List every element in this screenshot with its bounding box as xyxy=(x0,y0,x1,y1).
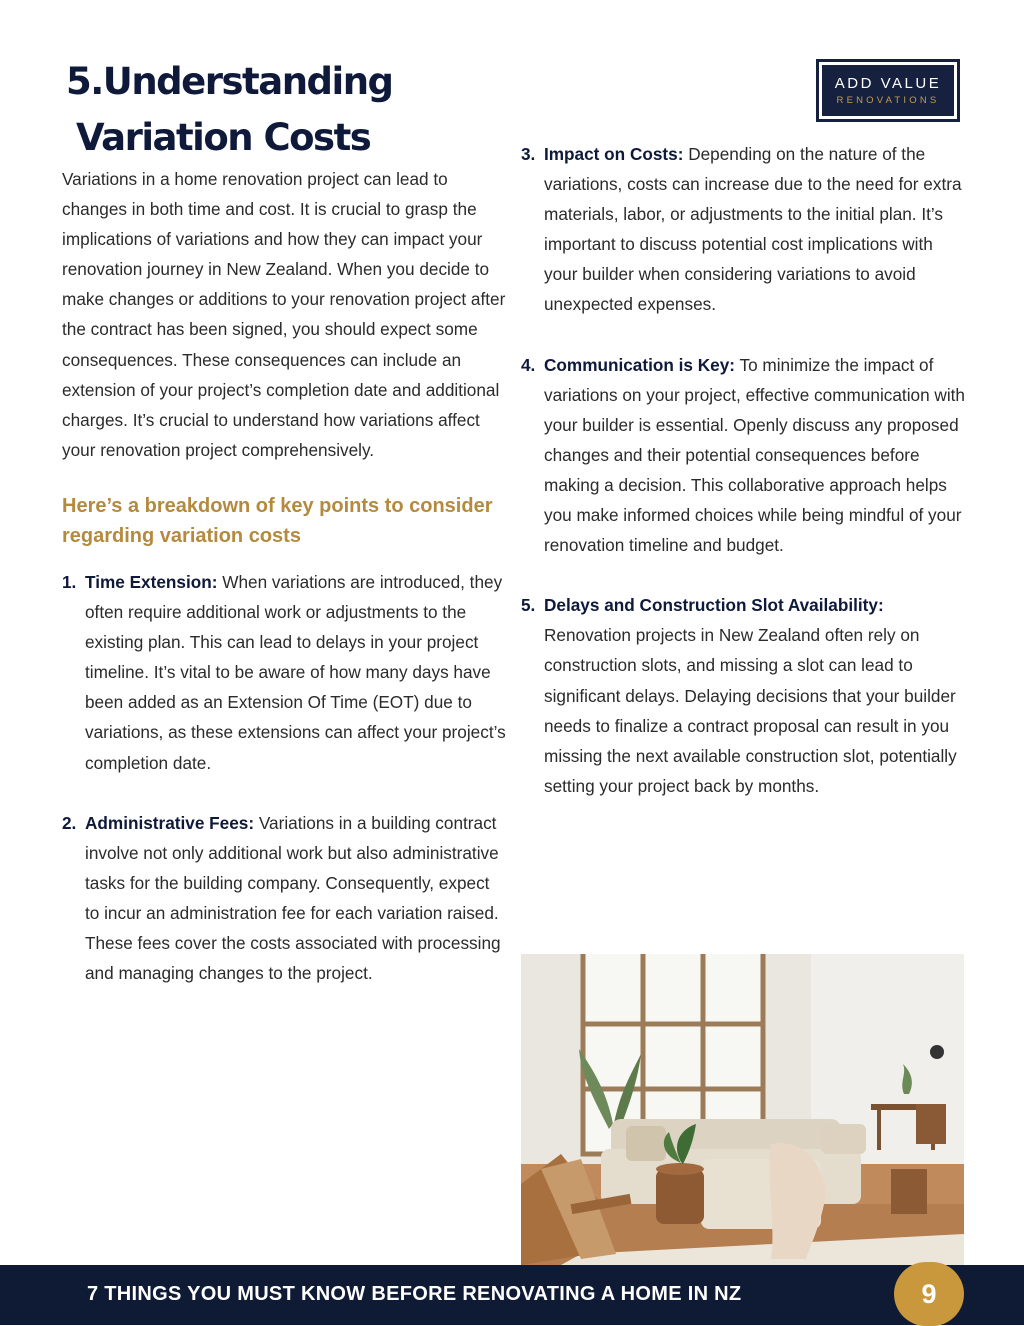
right-column xyxy=(521,139,966,801)
page-footer xyxy=(0,1265,1024,1325)
logo-text-bottom: RENOVATIONS xyxy=(836,95,940,106)
point-number: 4. xyxy=(521,354,536,375)
intro-paragraph: Variations in a home renovation project can lead to changes in both time and cost. It is crucial to grasp the implications of variations and how they can impact your renovation journey in New Zealand. When you decide to make changes or additions to your renovation project after the contract has been signed, you should expect some consequences. These consequences can include an extension of your project’s completion date and additional charges. It’s crucial to understand how variations affect your renovation project comprehensively. xyxy=(62,169,506,460)
point-communication xyxy=(521,350,966,561)
point-body: To minimize the impact of variations on your project, effective communication with your builder is essential. Openly discuss any proposed changes and their potential consequences before making a decision. This collaborative approach helps you make informed choices while being mindful of your renovation timeline and budget. xyxy=(544,354,965,556)
company-logo xyxy=(816,59,960,122)
point-number: 1. xyxy=(62,571,77,592)
point-heading: Impact on Costs: xyxy=(544,144,684,164)
point-heading: Delays and Construction Slot Availability: xyxy=(544,595,884,616)
left-column xyxy=(62,164,507,988)
logo-text-top: ADD VALUE xyxy=(834,75,942,92)
page-number-badge: 9 xyxy=(894,1262,964,1326)
point-heading: Time Extension: xyxy=(85,571,218,592)
point-impact-on-costs xyxy=(521,139,966,320)
point-body: Variations in a building contract involve not only additional work but also administrative tasks for the building company. Consequently, expect to incur an administration fee for each variation raised. These fees cover the costs associated with processing and managing changes to the project. xyxy=(85,812,501,984)
point-time-extension xyxy=(62,567,507,778)
point-delays-slots xyxy=(521,590,966,801)
point-number: 5. xyxy=(521,595,536,616)
point-administrative-fees xyxy=(62,808,507,989)
point-heading: Communication is Key: xyxy=(544,354,736,375)
points-list-right xyxy=(521,139,966,801)
point-body: Depending on the nature of the variations, costs can increase due to the need for extra materials, labor, or adjustments to the initial plan. It’s important to discuss potential cost implications with your builder when considering variations to avoid unexpected expenses. xyxy=(544,144,962,315)
point-body: Renovation projects in New Zealand often rely on construction slots, and missing a slot can lead to significant delays. Delaying decisions that your builder needs to finalize a contract proposal can result in you missing the next available construction slot, potentially setting your project back by months. xyxy=(544,625,957,796)
title-line-1: 5.Understanding xyxy=(66,60,393,103)
footer-title: 7 THINGS YOU MUST KNOW BEFORE RENOVATING A HOME IN NZ xyxy=(87,1283,742,1305)
section-subheading: Here’s a breakdown of key points to consider regarding variation costs xyxy=(62,494,493,547)
point-heading: Administrative Fees: xyxy=(85,812,255,833)
page-title xyxy=(66,54,486,166)
point-number: 2. xyxy=(62,812,77,833)
title-line-2: Variation Costs xyxy=(76,116,371,159)
living-room-photo xyxy=(521,954,964,1265)
point-body: When variations are introduced, they often require additional work or adjustments to the existing plan. This can lead to delays in your project timeline. It’s vital to be aware of how many days have been added as an Extension Of Time (EOT) due to variations, as these extensions can affect your project’s completion date. xyxy=(85,571,506,773)
points-list-left xyxy=(62,567,507,988)
point-number: 3. xyxy=(521,144,536,164)
